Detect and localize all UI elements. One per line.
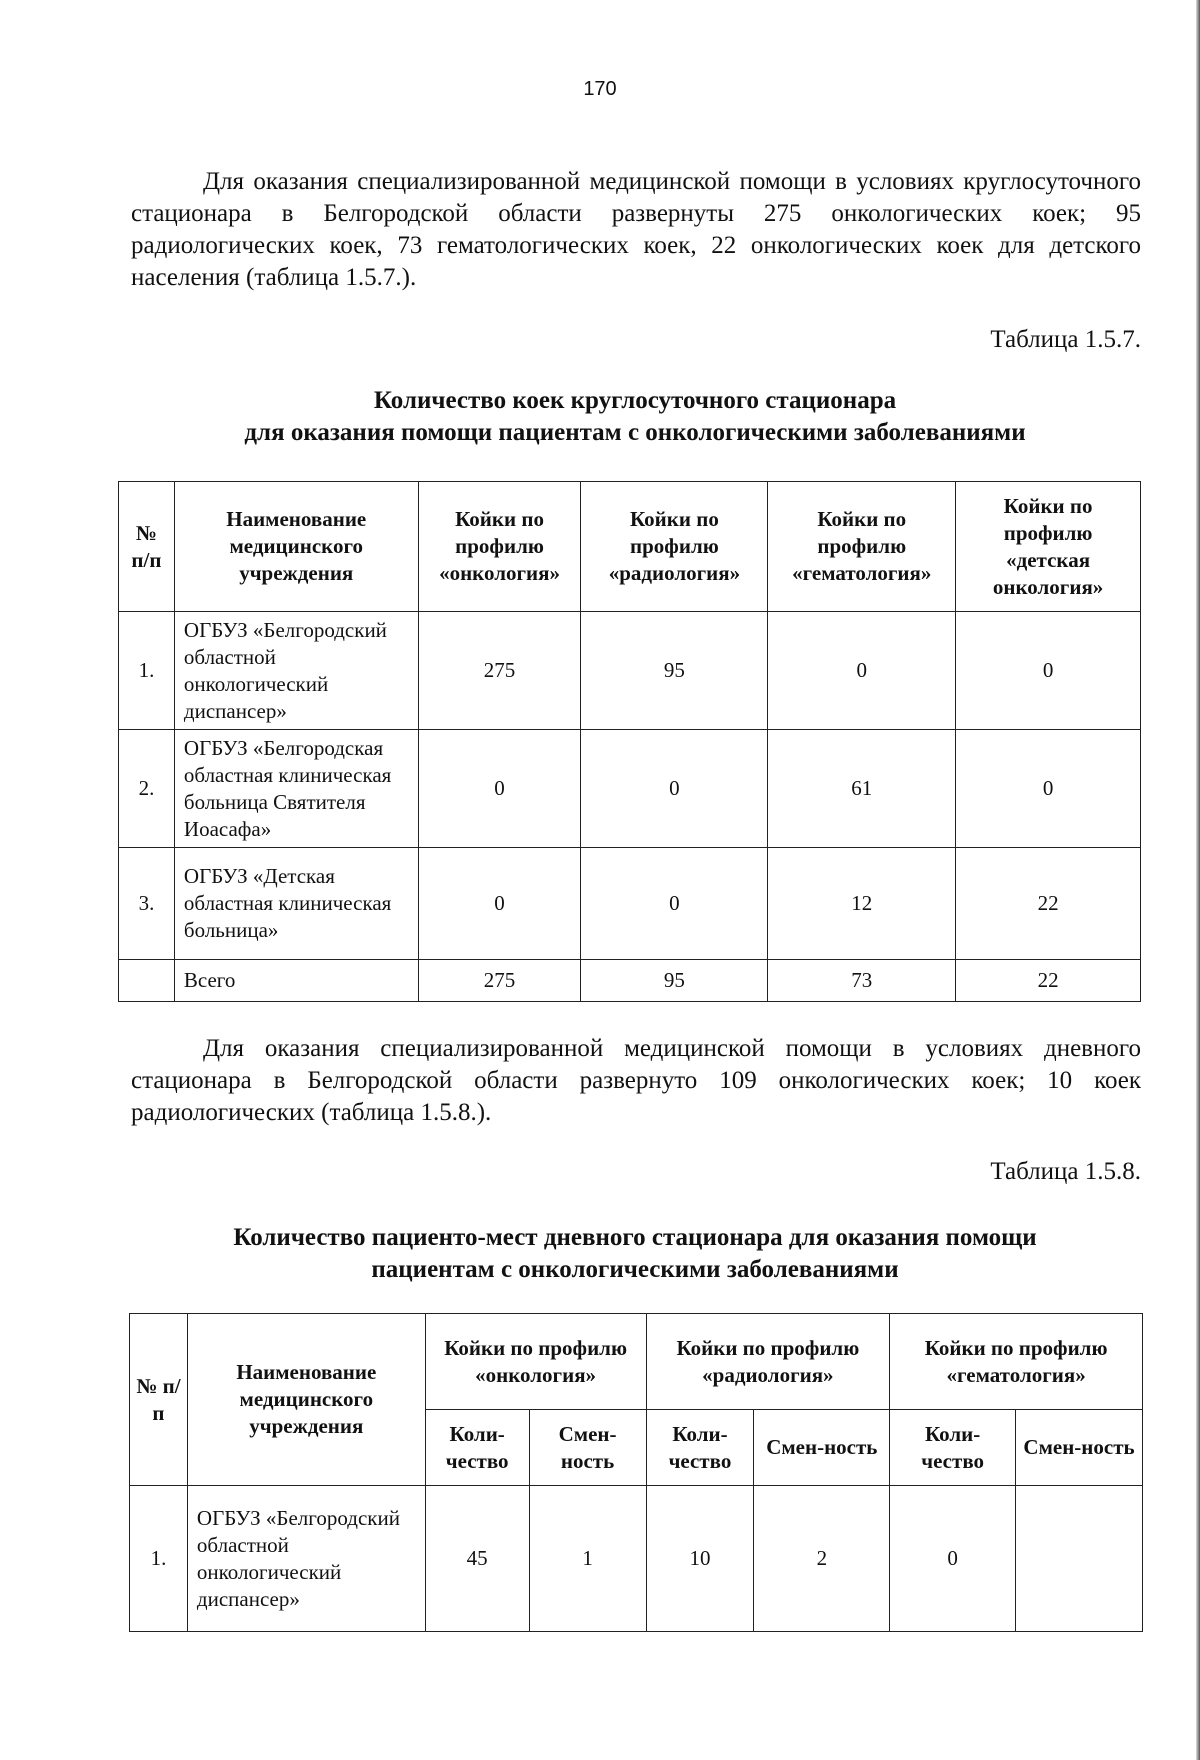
header-oncology-quantity: Коли-чество [425,1410,529,1486]
total-radiology: 95 [581,960,768,1002]
hematology-beds: 61 [768,730,956,848]
header-institution: Наименование медицинского учреждения [187,1314,425,1486]
hematology-beds: 12 [768,848,956,960]
row-number: 1. [119,612,175,730]
intro-paragraph [131,166,1141,294]
header-oncology: Койки по профилю «онкология» [418,482,581,612]
day-hospital-paragraph-text: Для оказания специализированной медицинской помощи в условиях дневного стационара в Белгородской области развернуто 109 онкологических коек; 10 коек радиологических (таблица 1.5.8.). [131,1035,1141,1126]
oncology-quantity: 45 [425,1486,529,1632]
hematology-quantity: 0 [890,1486,1016,1632]
header-number: № п/п [119,482,175,612]
intro-paragraph-text: Для оказания специализированной медицинской помощи в условиях круглосуточного стационара в Белгородской области развернуты 275 онкологических коек; 95 радиологических коек, 73 гематологических коек, 22 онкологических коек для детского населения (таблица 1.5.7.). [131,168,1141,291]
institution-name: ОГБУЗ «Белгородский областной онкологический диспансер» [187,1486,425,1632]
hematology-beds: 0 [768,612,956,730]
total-hematology: 73 [768,960,956,1002]
header-child-oncology: Койки по профилю «детская онкология» [956,482,1141,612]
day-hospital-places-table [129,1313,1143,1632]
row-number [119,960,175,1002]
table-header-row [130,1314,1143,1410]
round-the-clock-beds-table [118,481,1141,1002]
child-oncology-beds: 0 [956,730,1141,848]
radiology-beds: 95 [581,612,768,730]
scan-edge [1196,0,1200,1760]
table-1-title-line-1: Количество коек круглосуточного стационара [373,387,897,414]
radiology-beds: 0 [581,848,768,960]
row-number: 3. [119,848,175,960]
header-oncology-shift: Смен-ность [529,1410,646,1486]
institution-name: ОГБУЗ «Белгородский областной онкологический диспансер» [174,612,418,730]
child-oncology-beds: 22 [956,848,1141,960]
table-2-title [0,1222,1200,1286]
table-row [130,1486,1143,1632]
table-2-title-line-2: пациентам с онкологическими заболеваниями [371,1256,899,1283]
header-radiology: Койки по профилю «радиология» [581,482,768,612]
hematology-shift [1016,1486,1143,1632]
header-radiology-quantity: Коли-чество [646,1410,754,1486]
total-label: Всего [174,960,418,1002]
oncology-shift: 1 [529,1486,646,1632]
table-1-caption: Таблица 1.5.7. [990,326,1141,353]
table-2-title-line-1: Количество пациенто-мест дневного стационара для оказания помощи [233,1224,1037,1251]
header-hematology: Койки по профилю «гематология» [768,482,956,612]
header-radiology-shift: Смен-ность [754,1410,890,1486]
header-hematology-shift: Смен-ность [1016,1410,1143,1486]
row-number: 2. [119,730,175,848]
table-1-title-line-2: для оказания помощи пациентам с онкологическими заболеваниями [244,419,1026,446]
header-oncology: Койки по профилю «онкология» [425,1314,646,1410]
radiology-beds: 0 [581,730,768,848]
table-row [119,730,1141,848]
header-hematology: Койки по профилю «гематология» [890,1314,1143,1410]
oncology-beds: 0 [418,730,581,848]
oncology-beds: 0 [418,848,581,960]
oncology-beds: 275 [418,612,581,730]
institution-name: ОГБУЗ «Белгородская областная клиническая больница Святителя Иоасафа» [174,730,418,848]
header-institution: Наименование медицинского учреждения [174,482,418,612]
table-2-caption: Таблица 1.5.8. [990,1158,1141,1185]
radiology-shift: 2 [754,1486,890,1632]
table-1-title [0,385,1200,449]
header-radiology: Койки по профилю «радиология» [646,1314,890,1410]
child-oncology-beds: 0 [956,612,1141,730]
table-total-row [119,960,1141,1002]
total-oncology: 275 [418,960,581,1002]
day-hospital-paragraph [131,1033,1141,1129]
radiology-quantity: 10 [646,1486,754,1632]
header-number: № п/п [130,1314,188,1486]
row-number: 1. [130,1486,188,1632]
header-hematology-quantity: Коли-чество [890,1410,1016,1486]
table-header-row [119,482,1141,612]
institution-name: ОГБУЗ «Детская областная клиническая больница» [174,848,418,960]
total-child-oncology: 22 [956,960,1141,1002]
page-number: 170 [583,78,617,100]
table-row [119,612,1141,730]
table-row [119,848,1141,960]
